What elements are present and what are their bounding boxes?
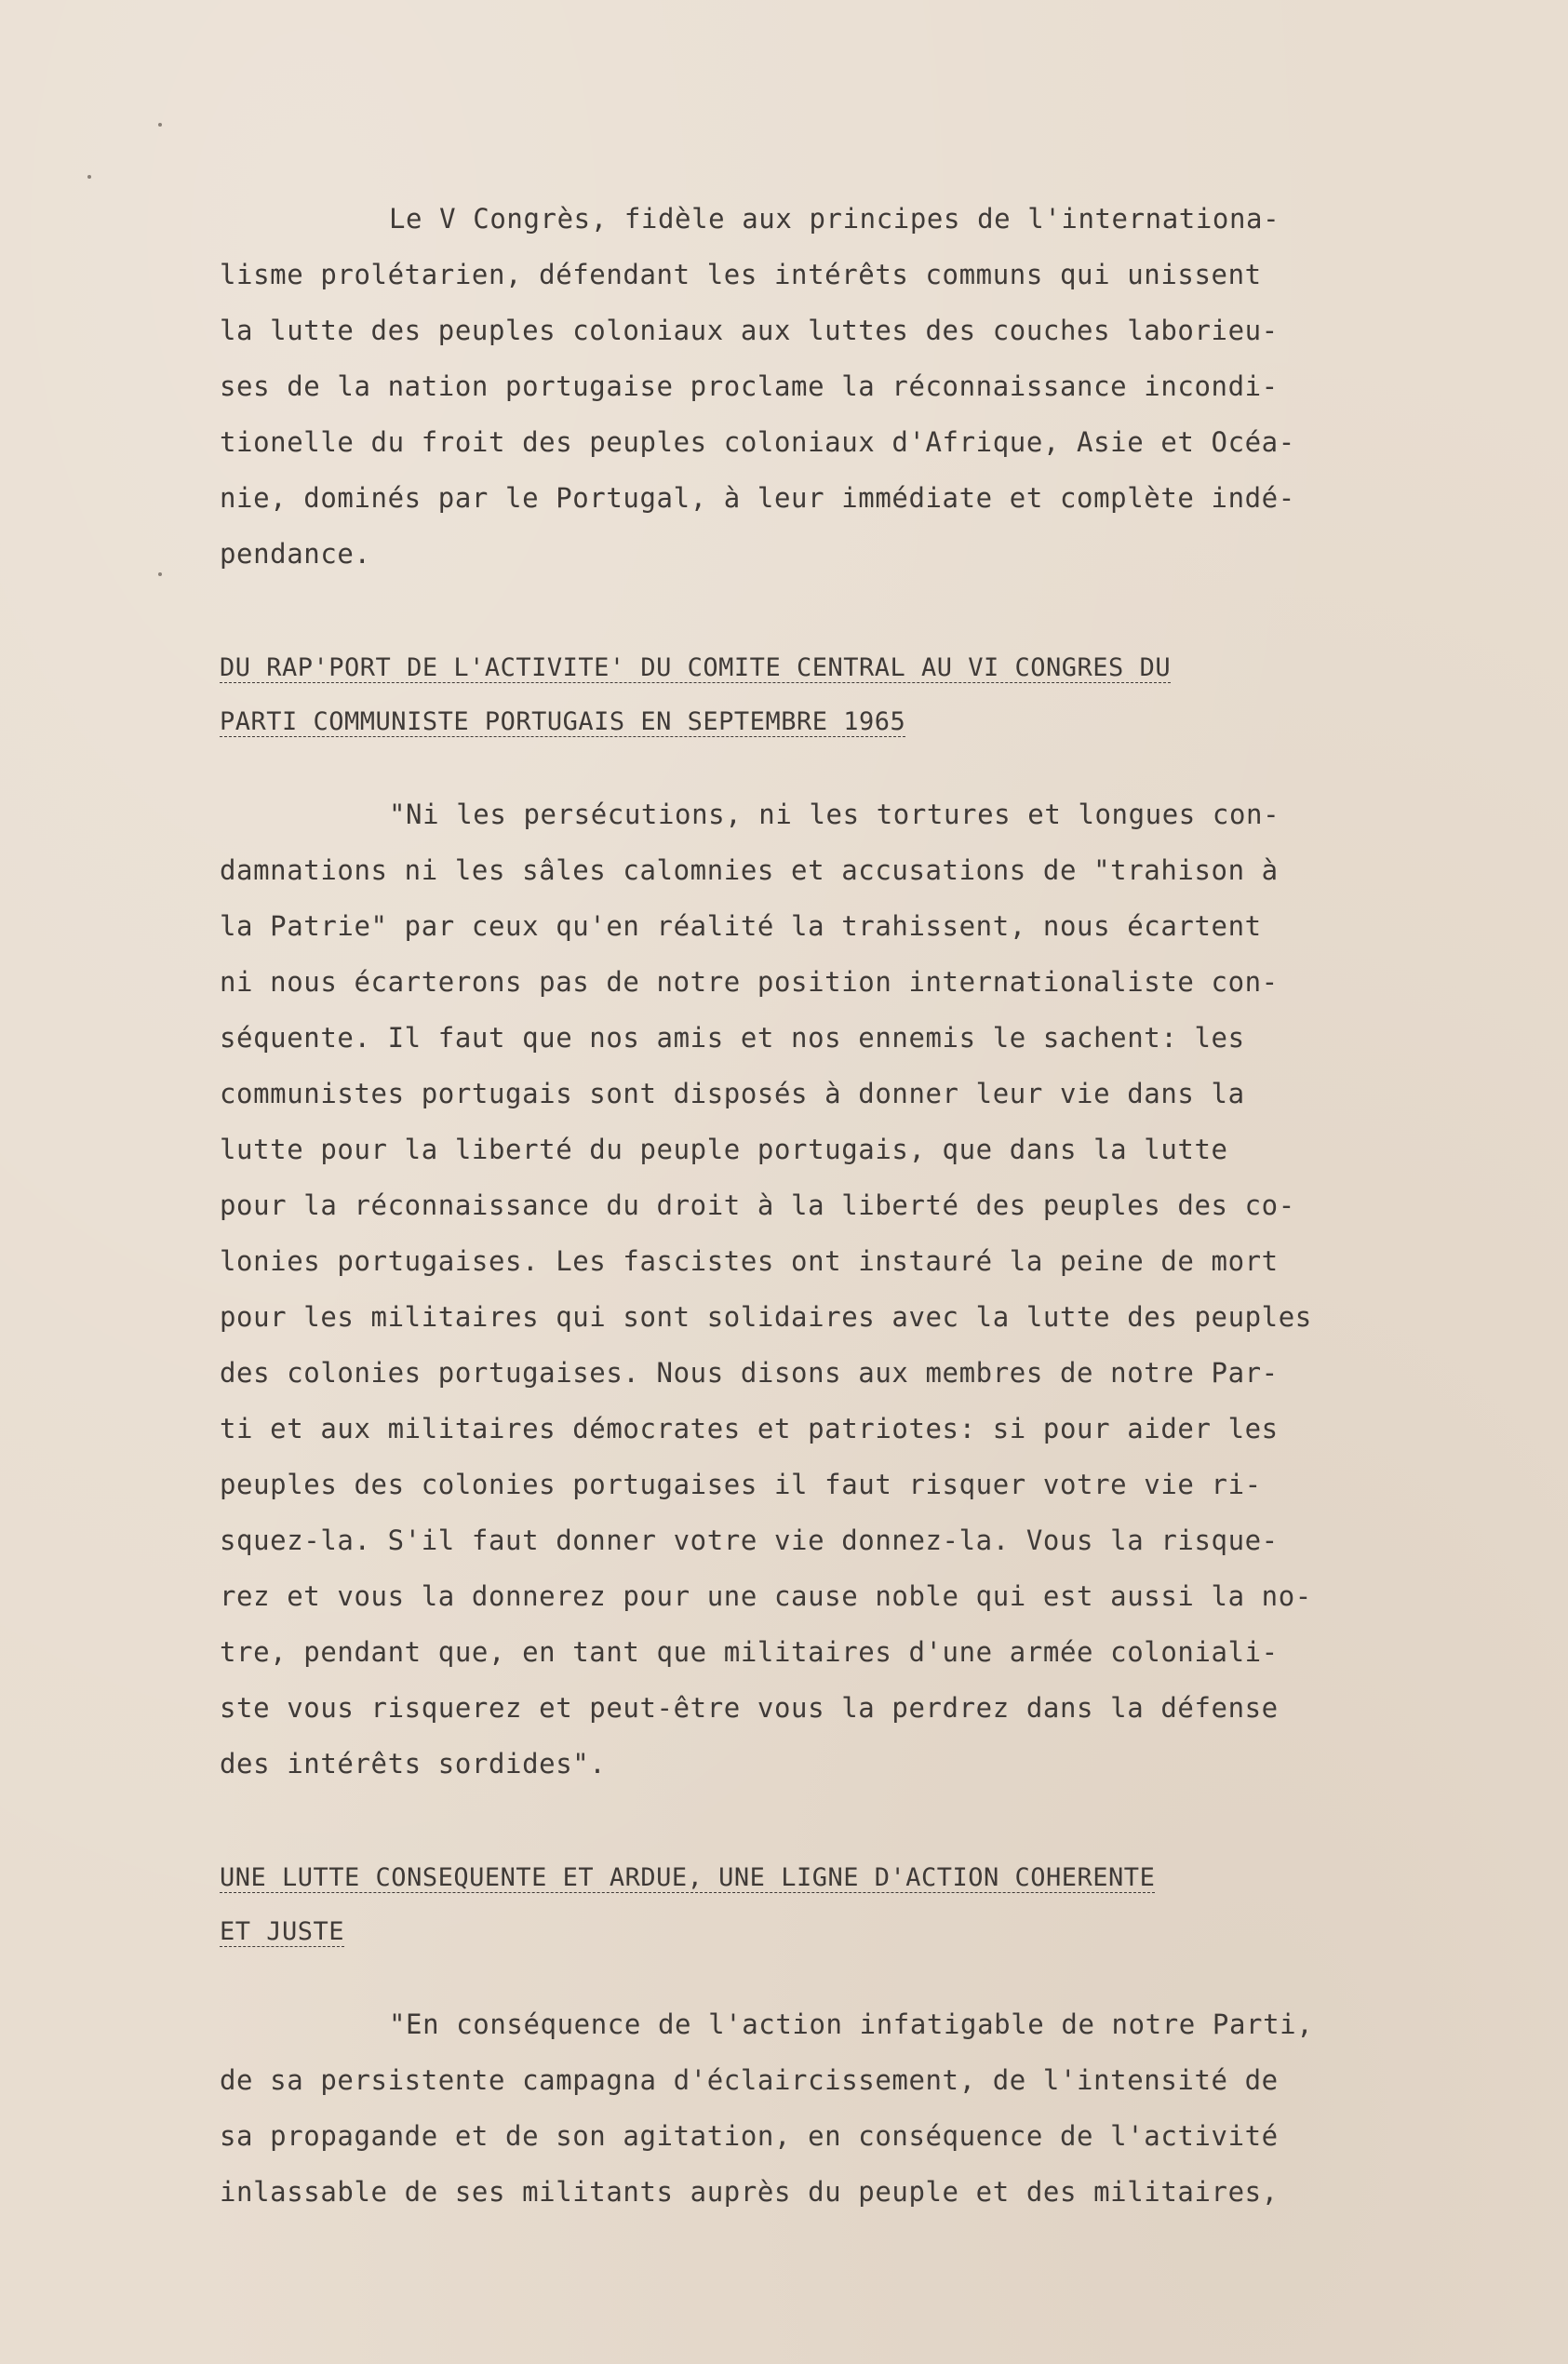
paper-speck xyxy=(158,123,162,127)
paper-speck xyxy=(158,572,162,576)
section-heading-struggle: UNE LUTTE CONSEQUENTE ET ARDUE, UNE LIGNE D'ACTION COHERENTE ET JUSTE xyxy=(220,1863,1156,1946)
quote-paragraph-2: "En conséquence de l'action infatigable de notre Parti, de sa persistente campagna d'éclaircissement, de l'intensité de sa propagande et de son agitation, en conséquence de l'activité inlassable de ses militants auprès du peuple et des militaires, xyxy=(220,2008,1314,2208)
section-heading-report: DU RAP'PORT DE L'ACTIVITE' DU COMITE CENTRAL AU VI CONGRES DU PARTI COMMUNISTE PORTUGAIS EN SEPTEMBRE 1965 xyxy=(220,653,1172,736)
spacer xyxy=(220,1959,1467,1996)
spacer xyxy=(220,1792,1467,1851)
quote-paragraph-1: "Ni les persécutions, ni les tortures et longues con- damnations ni les sâles calomnies et accusations de "trahison à la Patrie" par ceux qu'en réalité la trahissent, nous écartent ni nous écarterons pas de notre position internationaliste con- séquente. Il faut que nos amis et nos ennemis le sachent: les communistes portugais sont disposés à donner leur vie dans la lutte pour la liberté du peuple portugais, que dans la lutte pour la réconnaissance du droit à la liberté des peuples des co- lonies portugaises. Les fascistes ont instauré la peine de mort pour les militaires qui sont solidaires avec la lutte des peuples des colonies portugaises. Nous disons aux membres de notre Par- ti et aux militaires démocrates et patriotes: si pour aider les peuples des colonies portugaises il faut risquer votre vie ri- squez-la. S'il faut donner votre vie donnez-la. Vous la risque- rez et vous la donnerez pour une cause noble qui est aussi la no- tre, pendant que, en tant que militaires d'une armée coloniali- ste vous risquerez et peut-être vous la perdrez dans la défense des intérêts sordides". xyxy=(220,799,1312,1780)
intro-paragraph: Le V Congrès, fidèle aux principes de l'internationa- lisme prolétarien, défendant les intérêts communs qui unissent la lutte des peuples coloniaux aux luttes des couches laborieu- ses de la nation portugaise proclame la réconnaissance incondi- tionelle du froit des peuples coloniaux d'Afrique, Asie et Océa- nie, dominés par le Portugal, à leur immédiate et complète indé- pendance. xyxy=(220,203,1295,570)
spacer xyxy=(220,582,1467,641)
document-body xyxy=(220,191,1467,2220)
paper-speck xyxy=(87,175,91,179)
spacer xyxy=(220,749,1467,786)
